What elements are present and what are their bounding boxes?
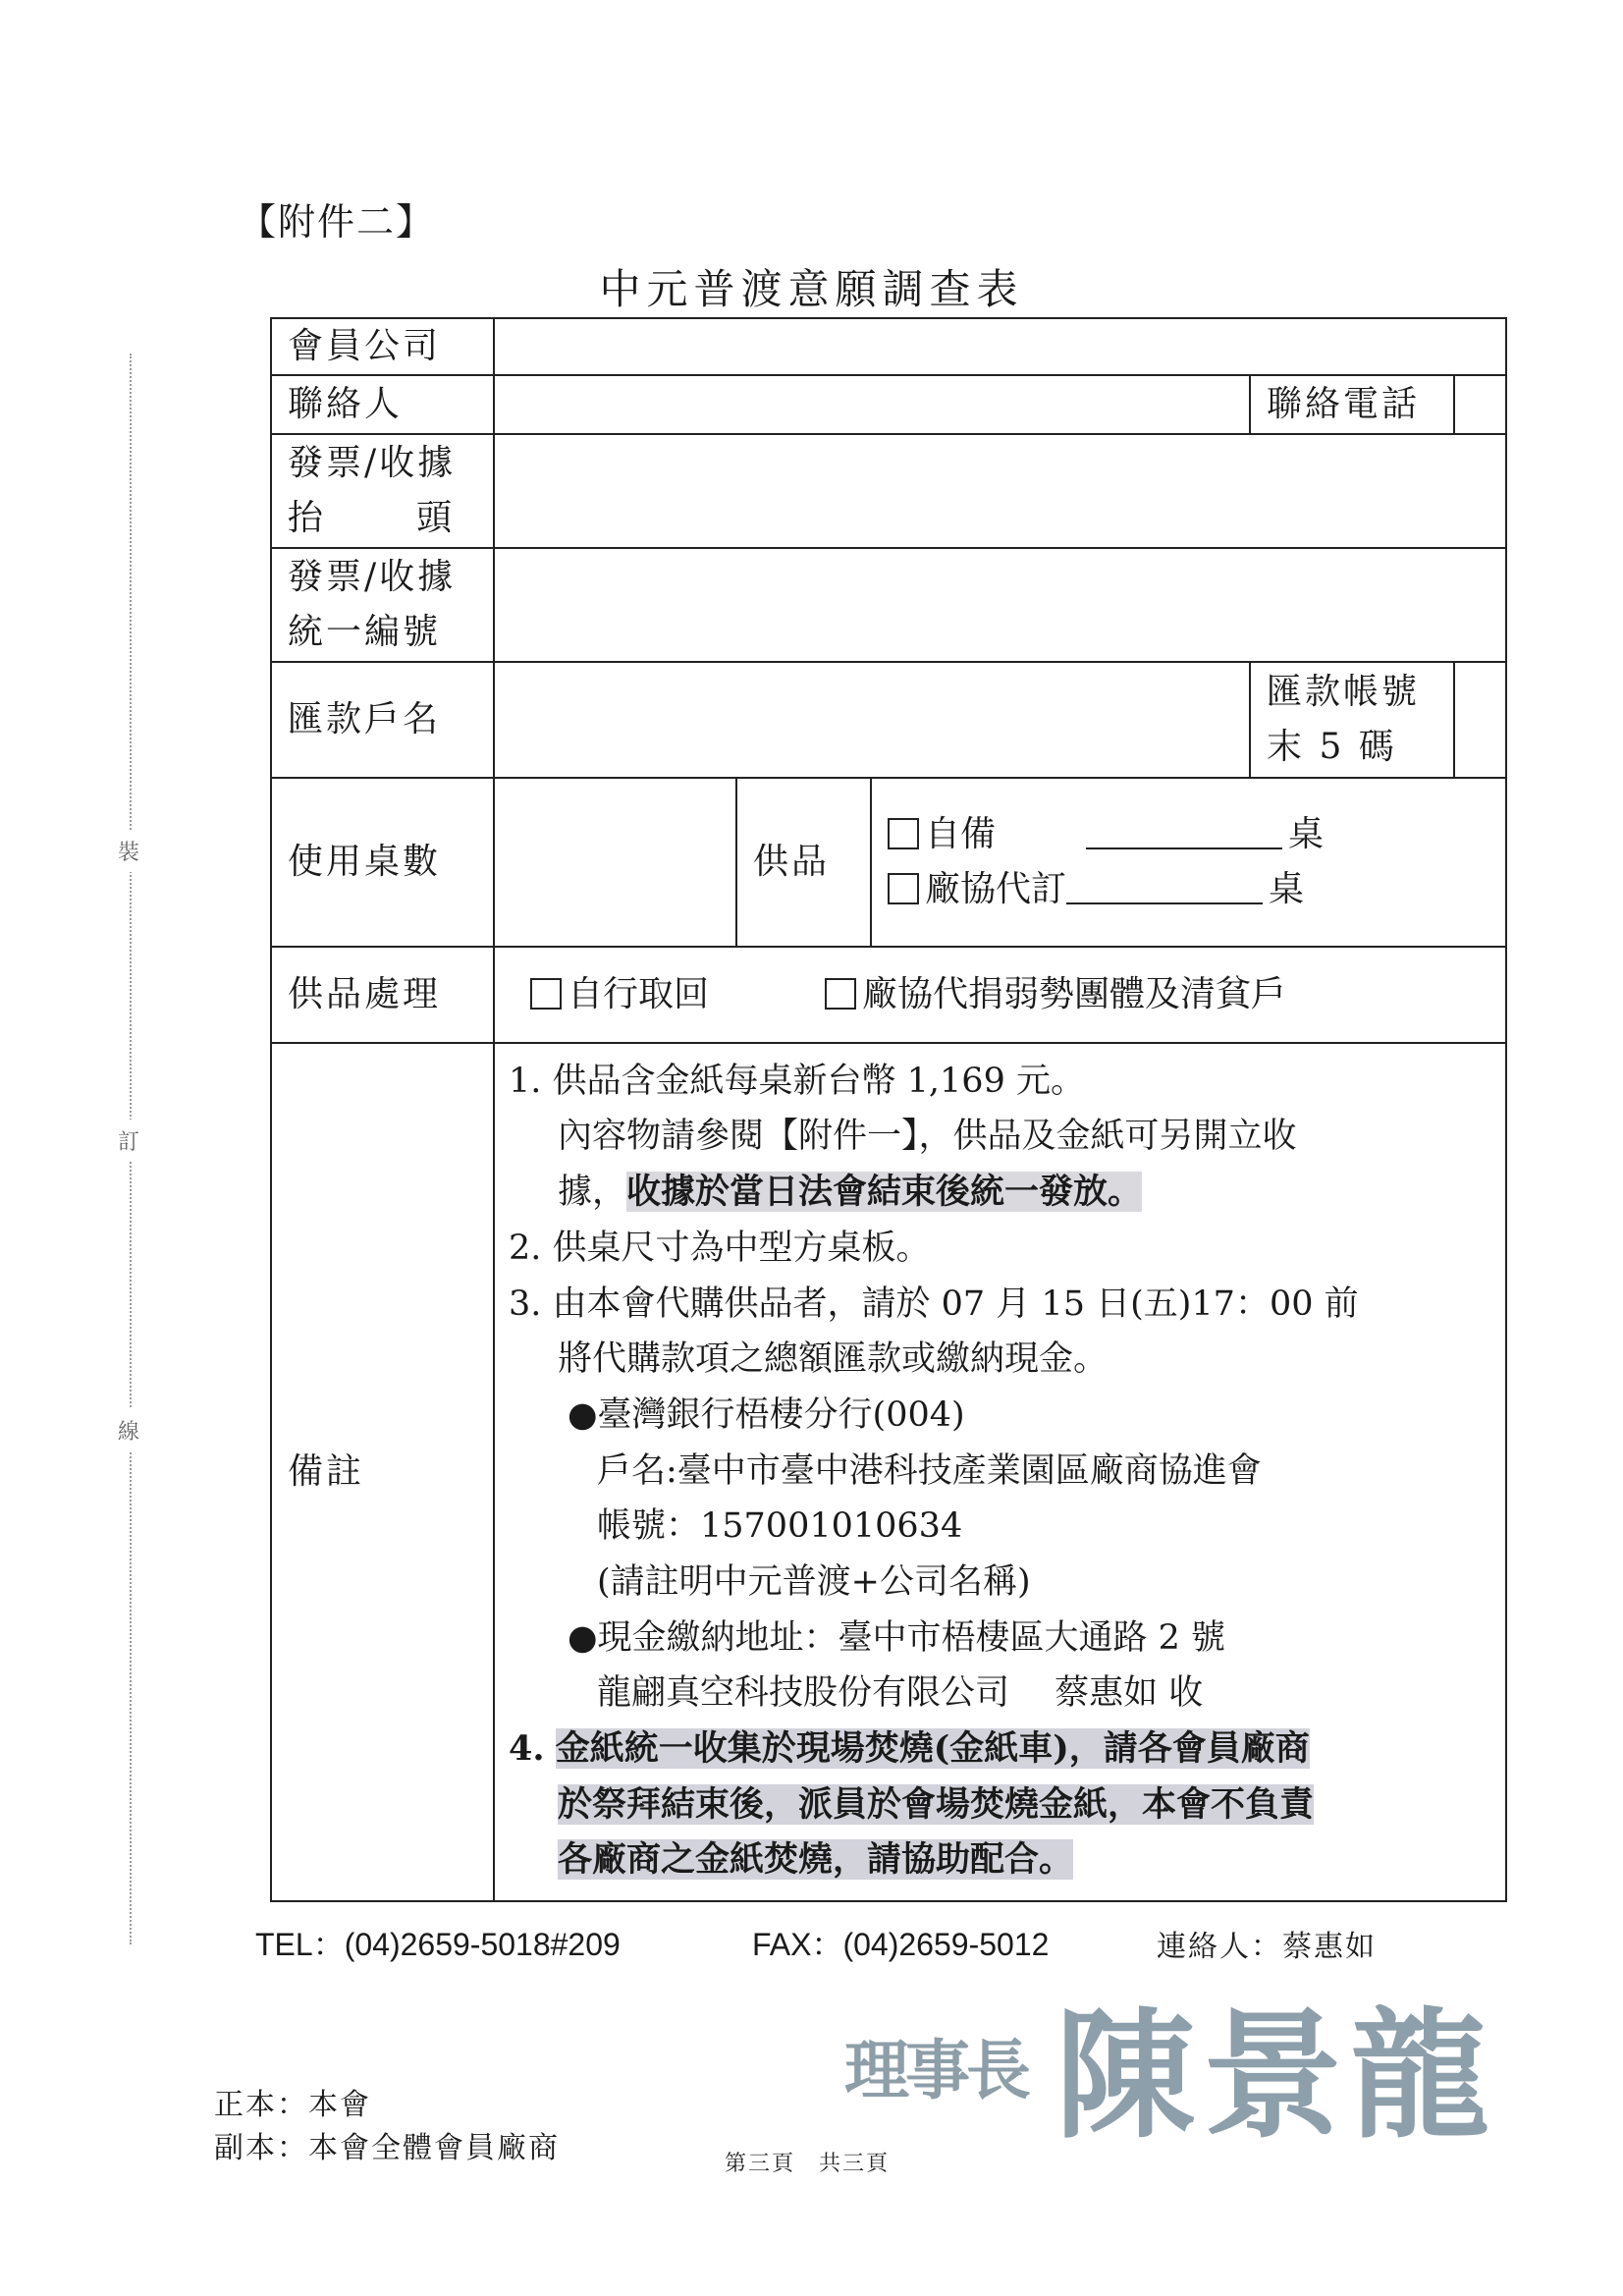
note-1-highlight: 收據於當日法會結束後統一發放。 bbox=[626, 1172, 1143, 1213]
invoice-title-char-tou: 頭 bbox=[415, 497, 455, 538]
note-4-line2-wrap bbox=[509, 1777, 1495, 1833]
self-prepared-label: 自備 bbox=[925, 814, 997, 854]
account-number: 帳號：157001010634 bbox=[597, 1506, 963, 1547]
remarks-label: 備註 bbox=[271, 1043, 494, 1901]
contact-person-label: 聯絡人 bbox=[271, 375, 494, 434]
remit-account-label bbox=[1250, 662, 1454, 778]
self-prepared-checkbox[interactable] bbox=[888, 818, 919, 849]
attachment-label: 【附件二】 bbox=[239, 200, 436, 244]
offerings-options bbox=[871, 778, 1506, 947]
remit-name-label: 匯款戶名 bbox=[271, 662, 494, 778]
offerings-label: 供品 bbox=[736, 778, 871, 947]
member-company-label: 會員公司 bbox=[271, 318, 494, 375]
note-4-line1: 金紙統一收集於現場焚燒(金紙車)，請各會員廠商 bbox=[555, 1728, 1310, 1770]
remit-account-label-line1: 匯款帳號 bbox=[1267, 672, 1421, 712]
binding-mark-ding: 訂 bbox=[118, 1120, 139, 1162]
footer-contact-person: 連絡人：蔡惠如 bbox=[1157, 1930, 1377, 1964]
survey-form-table bbox=[270, 317, 1507, 1902]
cash-address: ●現金繳納地址：臺中市梧棲區大通路 2 號 bbox=[568, 1617, 1226, 1658]
account-note: (請註明中元普渡+公司名稱) bbox=[597, 1561, 1031, 1602]
assoc-order-checkbox[interactable] bbox=[888, 873, 919, 904]
invoice-tax-id-label bbox=[271, 548, 494, 662]
tables-used-field[interactable] bbox=[494, 778, 736, 947]
donate-label: 廠協代捐弱勢團體及清貧戶 bbox=[862, 973, 1287, 1014]
contact-person-field[interactable] bbox=[494, 375, 1250, 434]
handling-label: 供品處理 bbox=[271, 947, 494, 1043]
note-1-line3-start: 據， bbox=[558, 1173, 627, 1213]
footer-fax: FAX：(04)2659-5012 bbox=[752, 1927, 1050, 1962]
contact-phone-label: 聯絡電話 bbox=[1250, 375, 1454, 434]
remit-account-label-line2: 末 5 碼 bbox=[1267, 726, 1397, 767]
invoice-title-label-line1: 發票/收據 bbox=[288, 443, 457, 483]
self-pickup-label: 自行取回 bbox=[568, 973, 710, 1014]
copy-original: 正本：本會 bbox=[214, 2088, 371, 2122]
binding-mark-zhuang: 裝 bbox=[118, 830, 139, 872]
note-1-line3 bbox=[509, 1165, 1495, 1221]
invoice-title-label-line2 bbox=[288, 491, 455, 546]
note-4 bbox=[509, 1722, 1495, 1777]
self-pickup-checkbox[interactable] bbox=[530, 978, 562, 1010]
note-4-number: 4. bbox=[509, 1728, 545, 1770]
member-company-field[interactable] bbox=[494, 318, 1506, 375]
invoice-title-label bbox=[271, 434, 494, 548]
assoc-order-label: 廠協代訂 bbox=[925, 868, 1067, 909]
bank-name: ●臺灣銀行梧棲分行(004) bbox=[568, 1394, 965, 1435]
tables-used-label: 使用桌數 bbox=[271, 778, 494, 947]
self-prepared-blank[interactable] bbox=[1086, 818, 1282, 849]
assoc-order-blank[interactable] bbox=[1066, 873, 1263, 904]
invoice-tax-id-label-line2: 統一編號 bbox=[288, 611, 442, 652]
note-4-line2: 於祭拜結束後，派員於會場焚燒金紙，本會不負責 bbox=[558, 1783, 1315, 1825]
invoice-title-char-tai: 抬 bbox=[288, 497, 327, 538]
invoice-tax-id-label-line1: 發票/收據 bbox=[288, 557, 457, 597]
invoice-tax-id-field[interactable] bbox=[494, 548, 1506, 662]
note-1: 1. 供品含金紙每桌新台幣 1,169 元。 bbox=[509, 1061, 1085, 1101]
note-4-line3-wrap bbox=[509, 1832, 1495, 1888]
note-3-line2: 將代購款項之總額匯款或繳納現金。 bbox=[558, 1339, 1109, 1380]
handling-options bbox=[494, 947, 1506, 1043]
option-assoc-order bbox=[888, 862, 1489, 917]
note-1-line2: 內容物請參閱【附件一】，供品及金紙可另開立收 bbox=[558, 1117, 1297, 1157]
page-number: 第三頁 共三頁 bbox=[725, 2152, 891, 2176]
account-name: 戶名:臺中市臺中港科技產業園區廠商協進會 bbox=[597, 1450, 1262, 1491]
form-title: 中元普渡意願調查表 bbox=[599, 265, 1024, 313]
remarks-content bbox=[494, 1043, 1506, 1901]
note-2: 2. 供桌尺寸為中型方桌板。 bbox=[509, 1228, 931, 1268]
remit-account-field[interactable] bbox=[1454, 662, 1506, 778]
option-self-prepared bbox=[888, 807, 1489, 862]
assoc-order-unit: 桌 bbox=[1269, 868, 1305, 909]
donate-checkbox[interactable] bbox=[825, 978, 856, 1010]
contact-phone-field[interactable] bbox=[1454, 375, 1506, 434]
note-3: 3. 由本會代購供品者，請於 07 月 15 日(五)17：00 前 bbox=[509, 1284, 1359, 1324]
seal-name: 陳景龍 bbox=[1055, 1995, 1497, 2158]
remit-name-field[interactable] bbox=[494, 662, 1250, 778]
seal-title: 理事長 bbox=[844, 2032, 1027, 2108]
copy-cc: 副本：本會全體會員廠商 bbox=[214, 2131, 560, 2165]
cash-receiver: 龍翩真空科技股份有限公司 蔡惠如 收 bbox=[597, 1673, 1204, 1714]
footer-tel: TEL：(04)2659-5018#209 bbox=[255, 1927, 621, 1962]
self-prepared-unit: 桌 bbox=[1288, 814, 1325, 854]
binding-mark-xian: 線 bbox=[118, 1409, 139, 1451]
invoice-title-field[interactable] bbox=[494, 434, 1506, 548]
chairman-seal bbox=[844, 1964, 1512, 2158]
note-4-line3: 各廠商之金紙焚燒，請協助配合。 bbox=[558, 1839, 1074, 1881]
